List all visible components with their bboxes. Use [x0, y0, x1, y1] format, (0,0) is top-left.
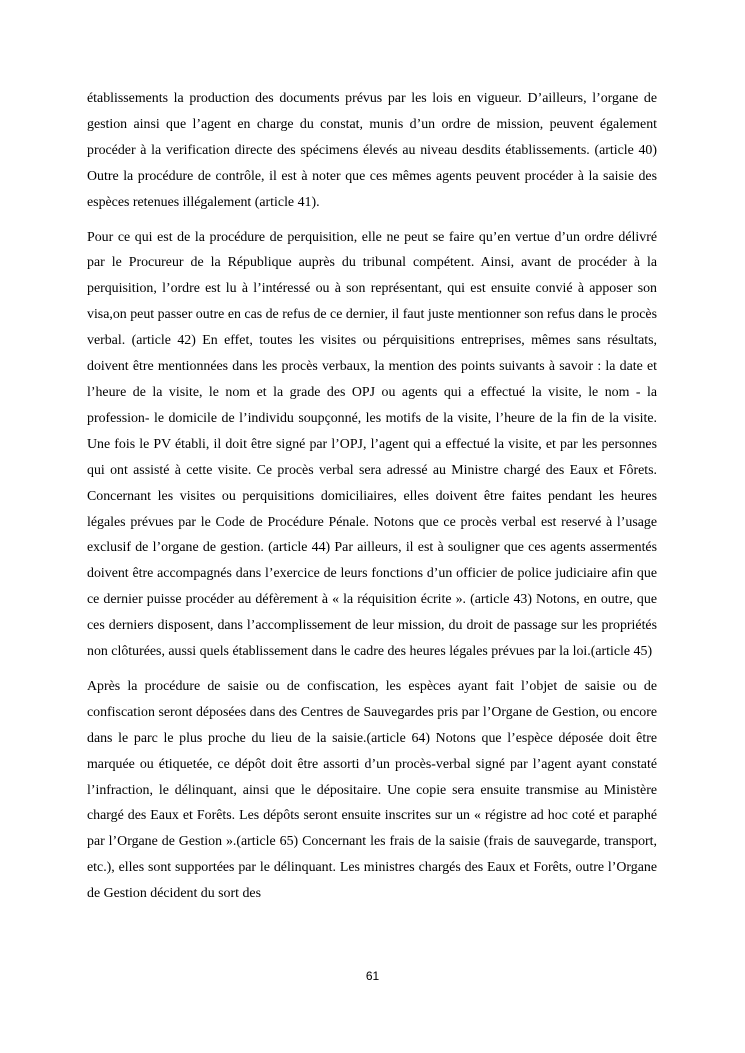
document-page: [87, 86, 657, 916]
page-number: 61: [365, 969, 380, 983]
paragraph-inspection: établissements la production des documents prévus par les lois en vigueur. D’ailleurs, l’organe de gestion ainsi que l’agent en charge du constat, munis d’un ordre de mission, peuvent également procéder à la verification directe des spécimens élevés au niveau desdits établissements. (article 40) Outre la procédure de contrôle, il est à noter que ces mêmes agents peuvent procéder à la saisie des espèces retenues illégalement (article 41).: [87, 91, 657, 210]
paragraph-saisie: Après la procédure de saisie ou de confiscation, les espèces ayant fait l’objet de saisie ou de confiscation seront déposées dans des Centres de Sauvegardes pris par l’Organe de Gestion, ou encore dans le parc le plus proche du lieu de la saisie.(article 64) Notons que l’espèce déposée doit être marquée ou étiquetée, ce dépôt doit être assorti d’un procès-verbal signé par l’agent ayant constaté l’infraction, le délinquant, ainsi que le dépositaire. Une copie sera ensuite transmise au Ministère chargé des Eaux et Forêts. Les dépôts seront ensuite inscrites sur un « régistre ad hoc coté et paraphé par l’Organe de Gestion ».(article 65) Concernant les frais de la saisie (frais de sauvegarde, transport, etc.), elles sont supportées par le délinquant. Les ministres chargés des Eaux et Forêts, outre l’Organe de Gestion décident du sort des: [87, 678, 657, 902]
paragraph-perquisition: Pour ce qui est de la procédure de perquisition, elle ne peut se faire qu’en vertue d’un ordre délivré par le Procureur de la République auprès du tribunal compétent. Ainsi, avant de procéder à la perquisition, l’ordre est lu à l’intéressé ou à son représentant, qui est ensuite convié à apposer son visa,on peut passer outre en cas de refus de ce dernier, il faut juste mentionner son refus dans le procès verbal. (article 42) En effet, toutes les visites ou pérquisitions entreprises, mêmes sans résultats, doivent être mentionnées dans les procès verbaux, la mention des points suivants à savoir : la date et l’heure de la visite, le nom et la grade des OPJ ou agents qui a effectué la visite, le nom - la profession- le domicile de l’individu soupçonné, les motifs de la visite, l’heure de la fin de la visite. Une fois le PV établi, il doit être signé par l’OPJ, l’agent qui a effectué la visite, et par les personnes qui ont assisté à cette visite. Ce procès verbal sera adressé au Ministre chargé des Eaux et Fôrets. Concernant les visites ou perquisitions domiciliaires, elles doivent être faites pendant les heures légales prévues par le Code de Procédure Pénale. Notons que ce procès verbal est reservé à l’usage exclusif de l’organe de gestion. (article 44) Par ailleurs, il est à souligner que ces agents assermentés doivent être accompagnés dans l’exercice de leurs fonctions d’un officier de police judiciaire afin que ce dernier puisse procéder au défèrement à « la réquisition écrite ». (article 43) Notons, en outre, que ces derniers disposent, dans l’accomplissement de leur mission, du droit de passage sur les propriétés non clôturées, aussi quels établissement dans le cadre des heures légales prévues par la loi.(article 45): [87, 229, 657, 660]
